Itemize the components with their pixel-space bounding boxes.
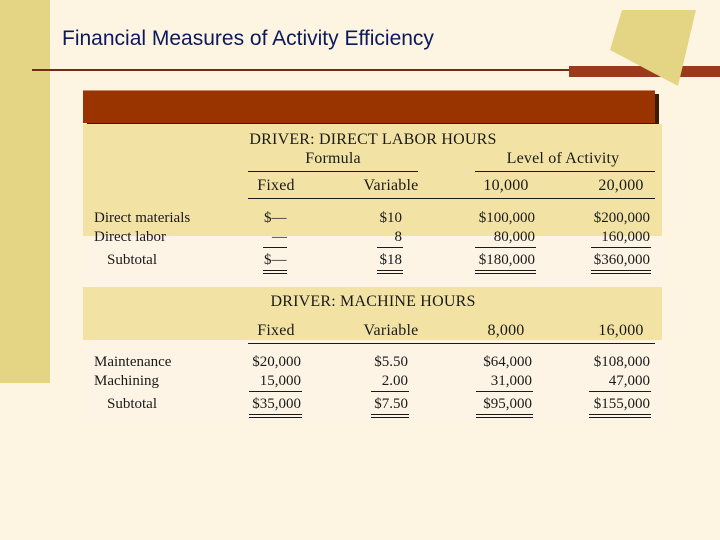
- underline: [475, 247, 536, 248]
- row-label: Subtotal: [107, 396, 158, 412]
- section2-driver-label: DRIVER: MACHINE HOURS: [270, 293, 476, 310]
- section1-formula-label: Formula: [305, 150, 361, 167]
- section1-col-variable: Variable: [363, 177, 419, 194]
- double-underline: [475, 270, 536, 274]
- underline: [377, 247, 403, 248]
- double-underline: [589, 414, 651, 418]
- cell-level1: 80,000: [493, 229, 535, 245]
- cell-variable: $18: [379, 252, 402, 268]
- section1-formula-rule: [248, 171, 418, 172]
- cell-fixed: $35,000: [252, 396, 301, 412]
- double-underline: [476, 414, 533, 418]
- cell-level2: $155,000: [593, 396, 650, 412]
- section2-col-level1: 8,000: [487, 322, 525, 339]
- double-underline: [371, 414, 409, 418]
- row-label: Direct materials: [94, 210, 191, 226]
- cell-level1: $180,000: [478, 252, 535, 268]
- decorative-parallelogram: [610, 10, 700, 86]
- section2-col-fixed: Fixed: [257, 322, 295, 339]
- section1-col-level2: 20,000: [598, 177, 644, 194]
- double-underline: [377, 270, 403, 274]
- row-label: Maintenance: [94, 354, 172, 370]
- underline: [371, 391, 409, 392]
- panel-header-bar: [83, 90, 655, 123]
- underline: [589, 391, 651, 392]
- double-underline: [263, 270, 287, 274]
- section1-level-label: Level of Activity: [506, 150, 620, 167]
- underline: [591, 247, 651, 248]
- cell-variable: 2.00: [381, 373, 408, 389]
- section1-header-rule: [248, 198, 655, 199]
- underline: [263, 247, 287, 248]
- cost-table-panel: [83, 90, 662, 421]
- cell-level2: $200,000: [593, 210, 650, 226]
- section1-level-rule: [475, 171, 655, 172]
- cell-fixed: $—: [264, 210, 287, 226]
- cell-variable: $5.50: [374, 354, 408, 370]
- slide-title: Financial Measures of Activity Efficiency: [62, 27, 434, 50]
- cell-level1: 31,000: [490, 373, 532, 389]
- cell-level2: 160,000: [601, 229, 650, 245]
- double-underline: [591, 270, 651, 274]
- left-accent-bar: [0, 0, 50, 383]
- section1-col-level1: 10,000: [483, 177, 529, 194]
- cell-fixed: —: [272, 229, 287, 245]
- cell-level1: $95,000: [483, 396, 532, 412]
- section1-col-fixed: Fixed: [257, 177, 295, 194]
- section2-header-rule: [248, 343, 655, 344]
- cell-level2: 47,000: [608, 373, 650, 389]
- cell-level1: $64,000: [483, 354, 532, 370]
- section2-col-level2: 16,000: [598, 322, 644, 339]
- cell-variable: 8: [394, 229, 402, 245]
- cell-fixed: 15,000: [259, 373, 301, 389]
- cell-fixed: $20,000: [252, 354, 301, 370]
- cell-level1: $100,000: [478, 210, 535, 226]
- cell-variable: $7.50: [374, 396, 408, 412]
- section1-driver-label: DRIVER: DIRECT LABOR HOURS: [249, 131, 497, 148]
- cell-level2: $360,000: [593, 252, 650, 268]
- cell-fixed: $—: [264, 252, 287, 268]
- row-label: Subtotal: [107, 252, 158, 268]
- underline: [476, 391, 533, 392]
- row-label: Machining: [94, 373, 159, 389]
- row-label: Direct labor: [94, 229, 167, 245]
- title-underline: [32, 69, 572, 71]
- double-underline: [249, 414, 302, 418]
- underline: [249, 391, 302, 392]
- section2-col-variable: Variable: [363, 322, 419, 339]
- cell-variable: $10: [379, 210, 402, 226]
- cell-level2: $108,000: [593, 354, 650, 370]
